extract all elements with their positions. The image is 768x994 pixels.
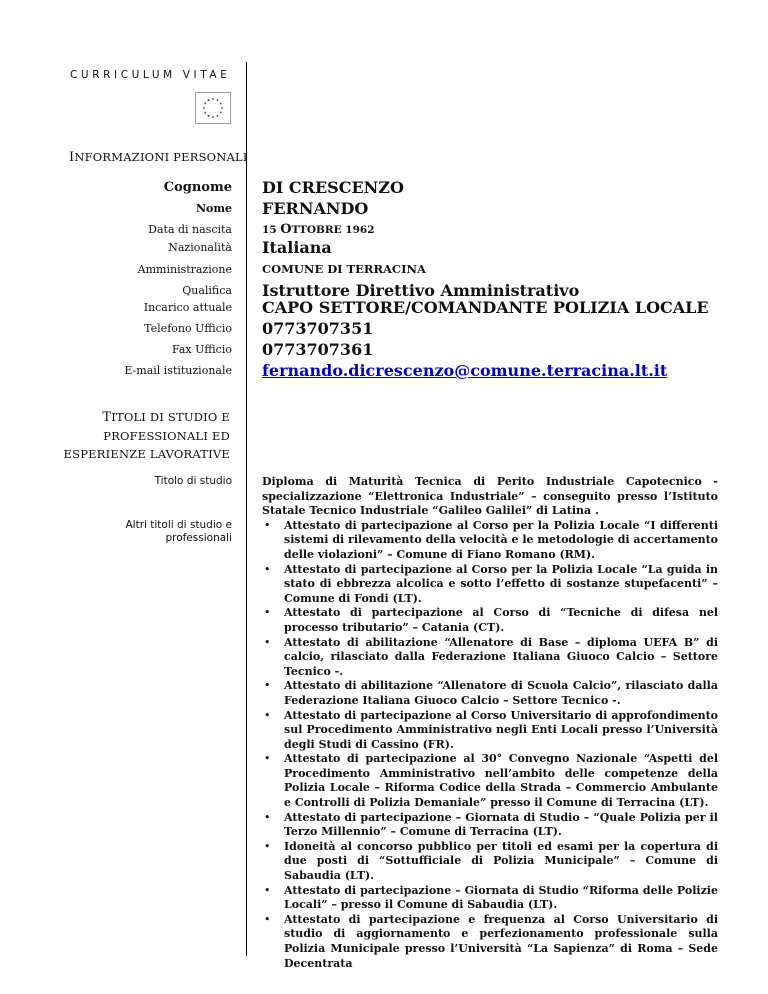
value-incarico: CAPO SETTORE/COMANDANTE POLIZIA LOCALE	[262, 298, 709, 317]
list-item: • Attestato di partecipazione al Corso Universitario di approfondimento sul Procedimento Amministrativo negli Enti Locali presso l’Università degli Studi di Cassino (FR).	[264, 708, 718, 751]
eu-flag-icon	[195, 92, 231, 124]
label-fax: Fax Ufficio	[171, 343, 232, 356]
value-amministrazione: COMUNE DI TERRACINA	[262, 262, 426, 276]
list-item: • Attestato di abilitazione “Allenatore di Base – diploma UEFA B” di calcio, rilasciato dalla Federazione Italiana Giuoco Calcio – Settore Tecnico -.	[264, 635, 718, 678]
label-qualifica: Qualifica	[182, 284, 232, 297]
section-title-personal: INFORMAZIONI PERSONALI	[69, 150, 248, 165]
label-data-nascita: Data di nascita	[148, 223, 232, 236]
value-fax: 0773707361	[262, 340, 374, 359]
label-nazionalita: Nazionalità	[168, 241, 232, 254]
list-item: • Attestato di partecipazione al Corso di “Tecniche di difesa nel processo tributario” – Catania (CT).	[264, 606, 718, 634]
label-incarico: Incarico attuale	[143, 301, 232, 314]
label-amministrazione: Amministrazione	[137, 263, 232, 276]
cv-title: CURRICULUM VITAE	[70, 69, 231, 81]
label-altri-titoli: Altri titoli di studio e professionali	[125, 519, 232, 544]
value-nome: FERNANDO	[262, 199, 369, 218]
list-item: • Attestato di partecipazione al Corso per la Polizia Locale “La guida in stato di ebbrezza alcolica e sotto l’effetto di sostanze stupefacenti” – Comune di Fondi (LT).	[264, 562, 718, 605]
section-title-education: TITOLI DI STUDIO E PROFESSIONALI ED ESPERIENZE LAVORATIVE	[63, 410, 230, 461]
list-item: • Idoneità al concorso pubblico per titoli ed esami per la copertura di due posti di “Sottufficiale di Polizia Municipale” – Comune di Sabaudia (LT).	[264, 839, 718, 883]
education-content	[262, 475, 718, 971]
list-item: • Attestato di partecipazione – Giornata di Studio “Riforma delle Polizie Locali” – presso il Comune di Sabaudia (LT).	[264, 883, 718, 912]
value-cognome: DI CRESCENZO	[262, 178, 404, 197]
list-item: • Attestato di partecipazione e frequenza al Corso Universitario di studio di aggiornamento e perfezionamento professionale sulla Polizia Municipale presso l’Università “La Sapienza” di Roma – Sede Decentrata	[264, 912, 718, 970]
list-item: • Attestato di partecipazione – Giornata di Studio – “Quale Polizia per il Terzo Millennio” – Comune di Terracina (LT).	[264, 810, 718, 839]
label-telefono: Telefono Ufficio	[144, 322, 232, 335]
label-titolo-studio: Titolo di studio	[154, 475, 232, 487]
list-item: • Attestato di abilitazione “Allenatore di Scuola Calcio”, rilasciato dalla Federazione Italiana Giuoco Calcio – Settore Tecnico -.	[264, 679, 718, 707]
value-nazionalita: Italiana	[262, 238, 332, 257]
label-nome: Nome	[195, 202, 232, 215]
vertical-divider	[246, 62, 247, 956]
altri-titoli-list	[262, 519, 718, 971]
email-link[interactable]: fernando.dicrescenzo@comune.terracina.lt.it	[262, 361, 668, 380]
value-qualifica: Istruttore Direttivo Amministrativo	[262, 281, 580, 300]
label-email: E-mail istituzionale	[124, 364, 232, 377]
value-data-nascita: 15 OTTOBRE 1962	[262, 222, 375, 237]
titolo-studio-text: Diploma di Maturità Tecnica di Perito Industriale Capotecnico - specializzazione “Elettronica Industriale” – conseguito presso l’Istituto Statale Tecnico Industriale “Galileo Galilei” di Latina .	[262, 475, 718, 518]
value-telefono: 0773707351	[262, 319, 374, 338]
label-cognome: Cognome	[163, 180, 232, 195]
list-item: • Attestato di partecipazione al 30° Convegno Nazionale “Aspetti del Procedimento Amministrativo nell’ambito delle competenze della Polizia Locale – Riforma Codice della Strada – Commercio Ambulante e Controlli di Polizia Demaniale” presso il Comune di Terracina (LT).	[264, 752, 718, 810]
list-item: • Attestato di partecipazione al Corso per la Polizia Locale “I differenti sistemi di rilevamento della velocità e le metodologie di accertamento delle violazioni” – Comune di Fiano Romano (RM).	[264, 518, 718, 561]
